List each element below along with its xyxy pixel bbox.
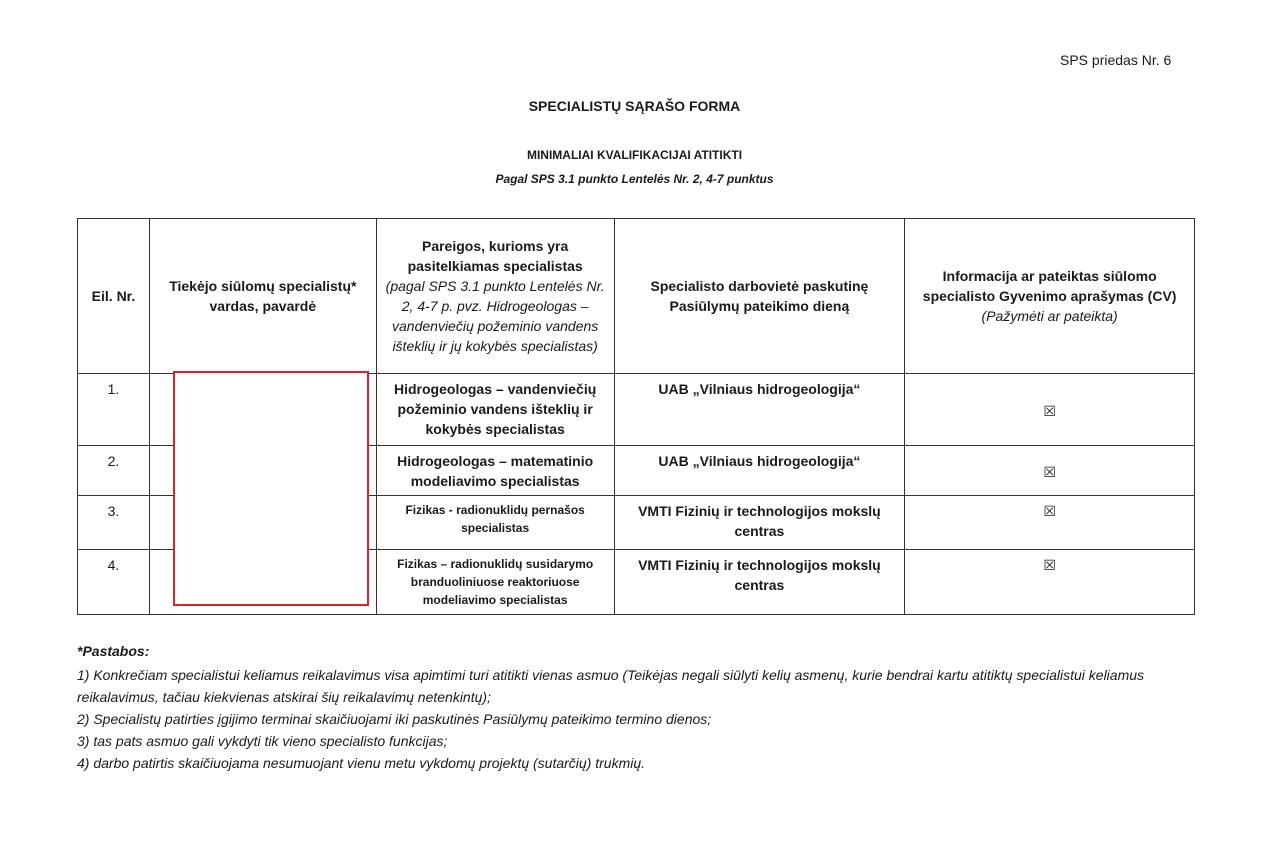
row-nr: 3. [78, 496, 150, 550]
header-name: Tiekėjo siūlomų specialistų* vardas, pavardė [149, 219, 376, 374]
note-item: 2) Specialistų patirties įgijimo terminai skaičiuojami iki paskutinės Pasiūlymų pateikimo termino dienos; [77, 711, 712, 727]
row-duty: Fizikas - radionuklidų pernašos specialistas [376, 496, 614, 550]
header-cv-note: (Pažymėti ar pateikta) [981, 308, 1118, 324]
row-duty: Hidrogeologas – matematinio modeliavimo specialistas [376, 446, 614, 496]
cv-checkbox[interactable]: ☒ [905, 374, 1195, 446]
subtitle-reference: Pagal SPS 3.1 punkto Lentelės Nr. 2, 4-7 punktus [495, 172, 774, 186]
row-workplace: VMTI Fizinių ir technologijos mokslų centras [614, 550, 905, 615]
header-nr: Eil. Nr. [78, 219, 150, 374]
cv-checkbox[interactable]: ☒ [905, 446, 1195, 496]
row-duty: Fizikas – radionuklidų susidarymo branduoliniuose reaktoriuose modeliavimo specialistas [376, 550, 614, 615]
header-cv-title: Informacija ar pateiktas siūlomo specialisto Gyvenimo aprašymas (CV) [922, 268, 1177, 304]
row-duty: Hidrogeologas – vandenviečių požeminio vandens išteklių ir kokybės specialistas [376, 374, 614, 446]
cv-checkbox[interactable]: ☒ [905, 496, 1195, 550]
header-duties [376, 219, 614, 374]
row-nr: 1. [78, 374, 150, 446]
subtitle: MINIMALIAI KVALIFIKACIJAI ATITIKTI [526, 148, 743, 162]
header-duties-note: (pagal SPS 3.1 punkto Lentelės Nr. 2, 4-7 p. pvz. Hidrogeologas – vandenviečių požeminio vandens išteklių ir jų kokybės specialistas) [385, 278, 605, 354]
page-title: SPECIALISTŲ SĄRAŠO FORMA [528, 98, 741, 114]
notes-section [77, 640, 1217, 774]
cv-checkbox[interactable]: ☒ [905, 550, 1195, 615]
note-item: 4) darbo patirtis skaičiuojama nesumuojant vienu metu vykdomų projektų (sutarčių) trukmių. [77, 755, 646, 771]
row-workplace: UAB „Vilniaus hidrogeologija“ [614, 374, 905, 446]
notes-heading: *Pastabos: [77, 643, 150, 659]
note-item: 1) Konkrečiam specialistui keliamus reikalavimus visa apimtimi turi atitikti vienas asmuo (Teikėjas negali siūlyti kelių asmenų, kurie bendrai kartu atitiktų specialistui keliamus reikalavimus, tačiau kiekvienas atskirai šių reikalavimų netenkintų); [77, 667, 1145, 705]
row-nr: 4. [78, 550, 150, 615]
row-nr: 2. [78, 446, 150, 496]
header-cv [905, 219, 1195, 374]
redaction-box [173, 371, 369, 606]
annex-label: SPS priedas Nr. 6 [1060, 52, 1172, 68]
table-header-row [78, 219, 1195, 374]
note-item: 3) tas pats asmuo gali vykdyti tik vieno specialisto funkcijas; [77, 733, 448, 749]
header-workplace: Specialisto darbovietė paskutinę Pasiūlymų pateikimo dieną [614, 219, 905, 374]
row-workplace: VMTI Fizinių ir technologijos mokslų centras [614, 496, 905, 550]
row-workplace: UAB „Vilniaus hidrogeologija“ [614, 446, 905, 496]
header-duties-title: Pareigos, kurioms yra pasitelkiamas specialistas [407, 238, 583, 274]
